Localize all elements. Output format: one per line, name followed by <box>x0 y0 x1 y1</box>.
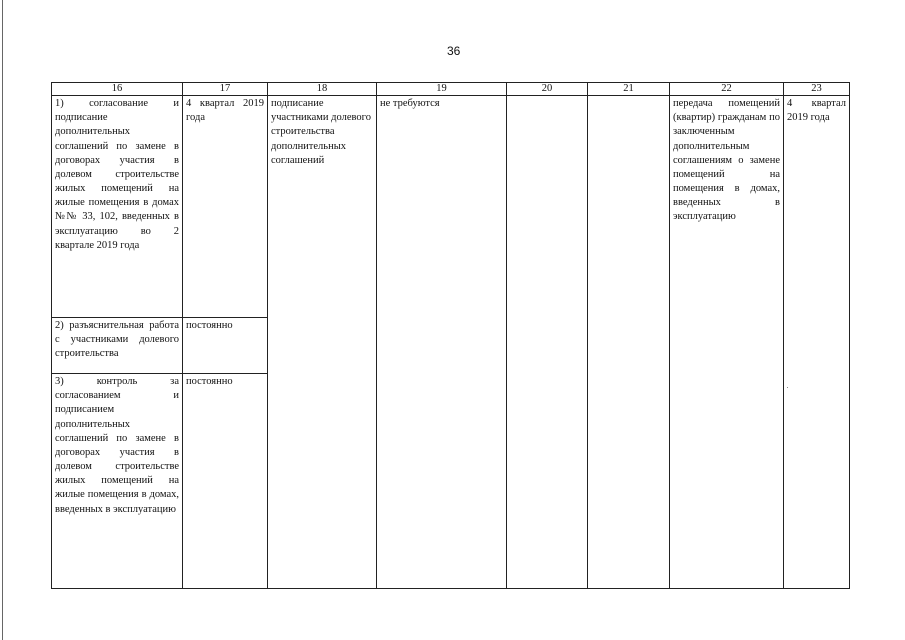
column-header: 21 <box>588 83 670 96</box>
data-table <box>51 82 850 589</box>
table-cell <box>507 96 588 589</box>
table-header-row <box>52 83 850 96</box>
table-cell: постоянно <box>183 318 268 374</box>
table-cell <box>588 96 670 589</box>
column-header: 19 <box>377 83 507 96</box>
column-header: 17 <box>183 83 268 96</box>
page-number: 36 <box>447 44 461 58</box>
scan-speck <box>787 387 788 388</box>
table-cell: не требуются <box>377 96 507 589</box>
table-cell: 3) контроль за согласованием и подписанием дополнительных соглашений по замене в договорах участия в долевом строительстве жилых помещений на жилые помещения в домах, введенных в эксплуатацию <box>52 374 183 589</box>
column-header: 22 <box>670 83 784 96</box>
column-header: 16 <box>52 83 183 96</box>
table-cell: 1) согласование и подписание дополнительных соглашений по замене в договорах участия в долевом строительстве жилых помещений на жилые помещения в домах №№ 33, 102, введенных в эксплуатацию во 2 квартале 2019 года <box>52 96 183 318</box>
table-cell: 4 квартал 2019 года <box>183 96 268 318</box>
column-header: 23 <box>784 83 850 96</box>
table-cell: постоянно <box>183 374 268 589</box>
table-cell: 4 квартал 2019 года <box>784 96 850 589</box>
column-header: 18 <box>268 83 377 96</box>
column-header: 20 <box>507 83 588 96</box>
page-edge-line <box>2 0 3 640</box>
table-cell: передача помещений (квартир) гражданам по заключенным дополнительным соглашениям о замене помещений на помещения в домах, введенных в эксплуатацию <box>670 96 784 589</box>
table-cell: 2) разъяснительная работа с участниками долевого строительства <box>52 318 183 374</box>
table-cell: подписание участниками долевого строительства дополнительных соглашений <box>268 96 377 589</box>
table-row <box>52 96 850 318</box>
